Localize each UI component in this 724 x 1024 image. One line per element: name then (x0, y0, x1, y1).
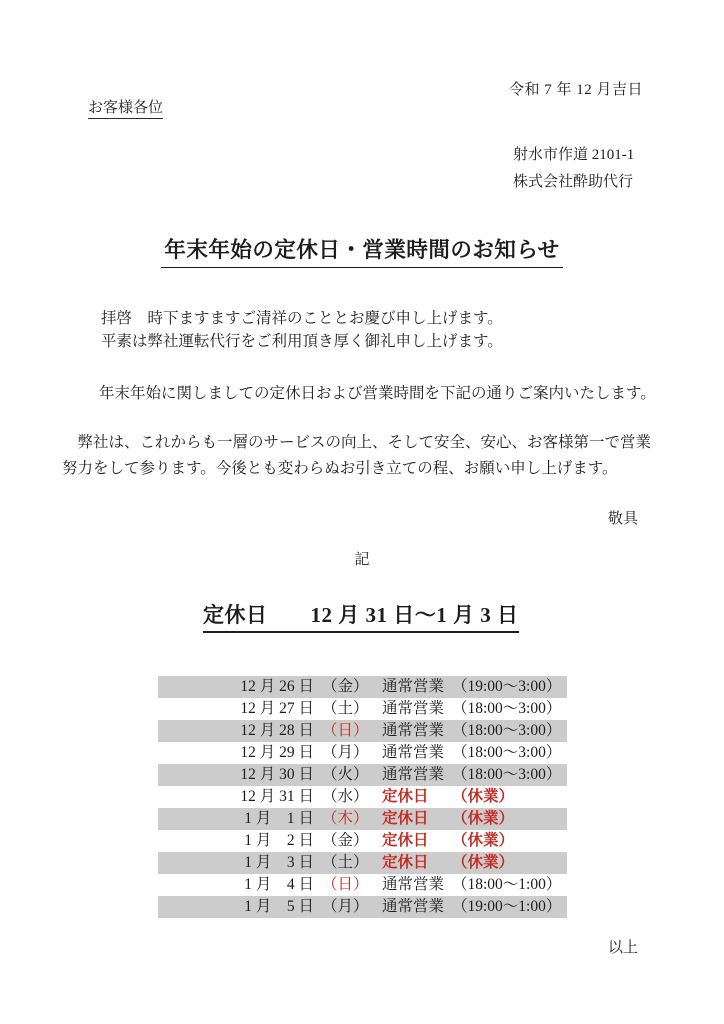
schedule-hours: （19:00～3:00） (452, 678, 562, 695)
schedule-day-of-week: （金） (322, 832, 369, 849)
schedule-table-body (158, 676, 567, 918)
schedule-day-of-week: （水） (322, 788, 369, 805)
ki-wrap (0, 548, 724, 569)
schedule-status: 通常営業 (382, 700, 445, 717)
schedule-row (158, 830, 567, 852)
schedule-row (158, 896, 567, 918)
schedule-day-of-week: （金） (322, 678, 369, 695)
schedule-hours: （18:00～1:00） (452, 876, 562, 893)
schedule-date: 12 月 31 日 (240, 788, 314, 805)
schedule-hours: （休業） (452, 788, 515, 805)
sender-block (513, 142, 634, 196)
schedule-day-of-week: （火） (322, 766, 369, 783)
notice-paragraph: 年末年始に関しましての定休日および営業時間を下記の通りご案内いたします。 (99, 385, 656, 402)
sender-address: 射水市作道 2101-1 (513, 147, 635, 163)
schedule-row (158, 676, 567, 698)
schedule-row (158, 852, 567, 874)
schedule-row (158, 764, 567, 786)
schedule-status: 定休日 (382, 810, 429, 827)
schedule-hours: （18:00～3:00） (452, 700, 562, 717)
schedule-row (158, 786, 567, 808)
ijou-closing: 以上 (608, 940, 639, 956)
document-date: 令和 7 年 12 月吉日 (508, 82, 643, 98)
schedule-day-of-week: （木） (322, 810, 369, 827)
schedule-date: 12 月 29 日 (240, 744, 314, 761)
closing-line-2: 努力をして参ります。今後とも変わらぬお引き立ての程、お願い申し上げます。 (62, 459, 618, 477)
schedule-row (158, 874, 567, 896)
schedule-date: 12 月 30 日 (240, 766, 314, 783)
schedule-row (158, 742, 567, 764)
schedule-day-of-week: （土） (322, 700, 369, 717)
greeting-paragraph (101, 308, 503, 353)
schedule-date: 12 月 28 日 (240, 722, 314, 739)
recipient-line: お客様各位 (88, 96, 163, 119)
schedule-status: 通常営業 (382, 876, 445, 893)
schedule-status: 通常営業 (382, 722, 445, 739)
schedule-hours: （休業） (452, 854, 515, 871)
greeting-line-1: 拝啓 時下ますますご清祥のこととお慶び申し上げます。 (101, 310, 503, 327)
schedule-date: 1 月 4 日 (244, 876, 314, 893)
schedule-date: 12 月 27 日 (240, 700, 314, 717)
schedule-day-of-week: （月） (322, 898, 369, 915)
schedule-hours: （休業） (452, 810, 515, 827)
schedule-date: 12 月 26 日 (240, 678, 314, 695)
schedule-day-of-week: （日） (322, 876, 369, 893)
schedule-day-of-week: （土） (322, 854, 369, 871)
schedule-hours: （18:00～3:00） (452, 722, 562, 739)
closing-line-1: 弊社は、これからも一層のサービスの向上、そして安全、安心、お客様第一で営業 (62, 434, 652, 451)
holiday-period-heading: 定休日 12 月 31 日～1 月 3 日 (203, 599, 519, 633)
schedule-row (158, 720, 567, 742)
schedule-hours: （18:00～3:00） (452, 744, 562, 761)
schedule-date: 1 月 2 日 (244, 832, 314, 849)
schedule-hours: （休業） (452, 832, 515, 849)
greeting-line-2: 平素は弊社運転代行をご利用頂き厚く御礼申し上げます。 (101, 332, 503, 350)
schedule-hours: （18:00～3:00） (452, 766, 562, 783)
schedule-date: 1 月 5 日 (244, 898, 314, 915)
document-title: 年末年始の定休日・営業時間のお知らせ (161, 233, 562, 268)
title-wrap (0, 233, 724, 268)
schedule-status: 定休日 (382, 854, 429, 871)
schedule-hours: （19:00～1:00） (452, 898, 562, 915)
schedule-status: 通常営業 (382, 744, 445, 761)
schedule-row (158, 698, 567, 720)
schedule-table (158, 676, 567, 918)
schedule-status: 定休日 (382, 788, 429, 805)
schedule-status: 定休日 (382, 832, 429, 849)
schedule-status: 通常営業 (382, 766, 445, 783)
schedule-date: 1 月 3 日 (244, 854, 314, 871)
ki-marker: 記 (354, 552, 370, 568)
closing-paragraph (62, 430, 668, 481)
schedule-day-of-week: （日） (322, 722, 369, 739)
schedule-day-of-week: （月） (322, 744, 369, 761)
keigu-closing: 敬具 (608, 511, 639, 527)
schedule-row (158, 808, 567, 830)
schedule-status: 通常営業 (382, 898, 445, 915)
schedule-date: 1 月 1 日 (244, 810, 314, 827)
schedule-status: 通常営業 (382, 678, 445, 695)
sender-company: 株式会社酔助代行 (513, 174, 634, 190)
